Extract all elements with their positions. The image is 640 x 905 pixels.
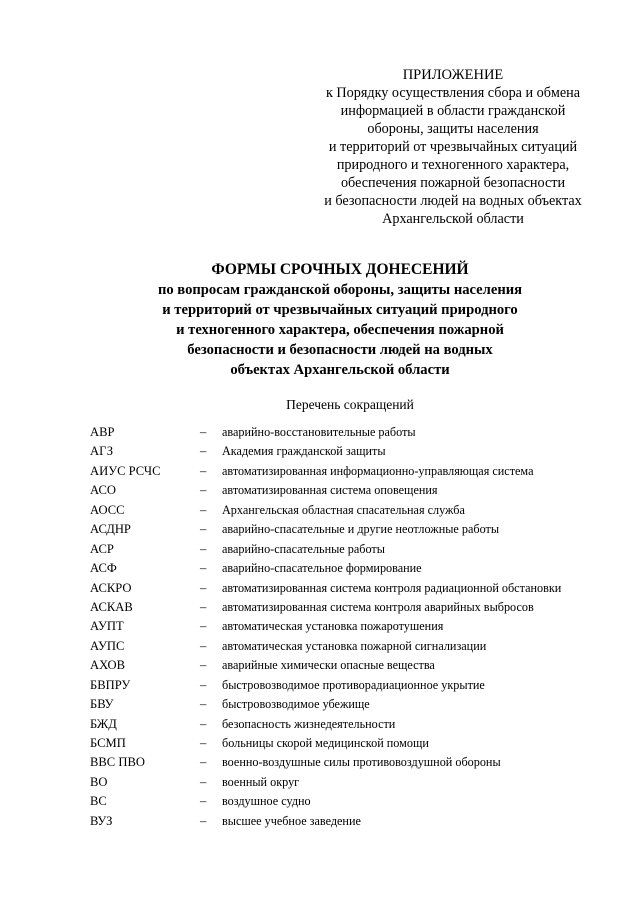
abbreviation-dash: – [200, 483, 207, 498]
abbreviation-meaning: военный округ [222, 774, 300, 789]
abbreviation-dash: – [200, 774, 207, 789]
abbreviation-meaning: аварийно-спасательные работы [222, 541, 385, 556]
abbreviation-row [90, 443, 610, 462]
appendix-line: ПРИЛОЖЕНИЕ [402, 67, 504, 83]
abbreviation-code: АВР [90, 425, 115, 439]
abbreviation-code: БЖД [90, 716, 117, 731]
abbreviation-meaning: воздушное судно [222, 794, 311, 809]
abbreviation-code: АСКРО [90, 580, 132, 595]
abbreviation-meaning: аварийно-спасательные и другие неотложные работы [222, 522, 500, 537]
abbreviation-code: ВО [90, 774, 108, 789]
abbreviation-row [90, 716, 610, 735]
abbreviation-dash: – [200, 736, 207, 750]
abbreviation-dash: – [200, 425, 207, 439]
abbreviation-code: АСФ [90, 561, 117, 576]
abbreviation-code: АИУС РСЧС [90, 463, 161, 478]
abbreviation-row [90, 657, 610, 676]
abbreviations-list [90, 424, 610, 832]
abbreviation-row [90, 735, 610, 754]
title-line: и техногенного характера, обеспечения пожарной [176, 322, 504, 338]
title-line: объектах Архангельской области [230, 362, 450, 378]
appendix-line: Архангельской области [382, 211, 524, 227]
abbreviation-row [90, 677, 610, 696]
abbreviation-code: ВВС ПВО [90, 755, 145, 770]
abbreviation-code: ВУЗ [90, 813, 113, 828]
abbreviation-code: АХОВ [90, 658, 126, 673]
appendix-line: информацией в области гражданской [340, 103, 566, 119]
abbreviation-dash: – [200, 580, 207, 595]
abbreviation-dash: – [200, 502, 207, 517]
appendix-line: к Порядку осуществления сбора и обмена [325, 85, 581, 101]
abbreviation-code: АУПТ [90, 619, 124, 634]
abbreviation-row [90, 521, 610, 540]
appendix-header [298, 66, 608, 228]
abbreviation-meaning: автоматическая установка пожаротушения [222, 619, 444, 634]
abbreviation-meaning: быстровозводимое противорадиационное укрытие [222, 677, 485, 692]
abbreviation-dash: – [200, 658, 207, 673]
title-line: по вопросам гражданской обороны, защиты населения [157, 282, 523, 298]
abbreviation-meaning: автоматизированная система контроля радиационной обстановки [222, 580, 562, 595]
abbreviation-code: БВУ [90, 697, 114, 712]
abbreviation-dash: – [200, 697, 207, 712]
abbreviation-code: АСР [90, 541, 114, 556]
abbreviation-meaning: быстровозводимое убежище [222, 697, 370, 712]
abbreviation-code: АСО [90, 483, 116, 498]
abbreviation-dash: – [200, 522, 207, 537]
abbreviations-title: Перечень сокращений [286, 397, 414, 412]
abbreviation-code: БВПРУ [90, 677, 131, 692]
title-line: безопасности и безопасности людей на водных [187, 342, 493, 358]
abbreviation-row [90, 482, 610, 501]
abbreviation-meaning: автоматизированная информационно-управляющая система [222, 463, 534, 478]
abbreviation-row [90, 560, 610, 579]
abbreviation-code: ВС [90, 794, 107, 809]
appendix-line: природного и техногенного характера, [336, 157, 570, 173]
abbreviation-meaning: Академия гражданской защиты [222, 444, 386, 459]
appendix-line: и безопасности людей на водных объектах [324, 193, 582, 209]
abbreviation-row [90, 754, 610, 773]
abbreviation-meaning: аварийно-восстановительные работы [222, 425, 416, 439]
abbreviation-row [90, 696, 610, 715]
abbreviation-meaning: высшее учебное заведение [222, 813, 361, 828]
abbreviation-meaning: больницы скорой медицинской помощи [222, 736, 429, 750]
abbreviation-meaning: Архангельская областная спасательная служба [222, 502, 465, 517]
abbreviation-dash: – [200, 755, 207, 770]
abbreviation-dash: – [200, 677, 207, 692]
abbreviation-meaning: безопасность жизнедеятельности [222, 716, 396, 731]
appendix-line: обороны, защиты населения [367, 121, 539, 137]
abbreviation-code: АСДНР [90, 522, 131, 537]
abbreviation-code: АГЗ [90, 444, 113, 459]
abbreviation-code: БСМП [90, 736, 126, 750]
abbreviation-row [90, 502, 610, 521]
abbreviation-row [90, 774, 610, 793]
abbreviation-dash: – [200, 638, 207, 653]
appendix-line: и территорий от чрезвычайных ситуаций [328, 139, 578, 155]
abbreviation-meaning: аварийно-спасательное формирование [222, 561, 422, 576]
abbreviation-dash: – [200, 463, 207, 478]
abbreviation-row [90, 793, 610, 812]
abbreviation-dash: – [200, 794, 207, 809]
abbreviation-row [90, 599, 610, 618]
document-title [100, 260, 580, 380]
abbreviation-code: АСКАВ [90, 599, 133, 614]
abbreviation-meaning: автоматизированная система контроля аварийных выбросов [222, 599, 534, 614]
abbreviation-row [90, 541, 610, 560]
abbreviation-meaning: аварийные химически опасные вещества [222, 658, 435, 673]
appendix-line: обеспечения пожарной безопасности [340, 175, 566, 191]
abbreviation-row [90, 638, 610, 657]
abbreviation-meaning: автоматическая установка пожарной сигнализации [222, 638, 487, 653]
abbreviation-code: АУПС [90, 638, 125, 653]
abbreviation-dash: – [200, 599, 207, 614]
abbreviation-dash: – [200, 813, 207, 828]
abbreviation-code: АОСС [90, 502, 125, 517]
abbreviation-dash: – [200, 716, 207, 731]
abbreviation-meaning: автоматизированная система оповещения [222, 483, 438, 498]
title-heading: ФОРМЫ СРОЧНЫХ ДОНЕСЕНИЙ [211, 261, 469, 278]
abbreviation-row [90, 813, 610, 832]
abbreviation-meaning: военно-воздушные силы противовоздушной обороны [222, 755, 501, 770]
abbreviation-row [90, 618, 610, 637]
abbreviation-dash: – [200, 561, 207, 576]
abbreviation-row [90, 580, 610, 599]
abbreviation-dash: – [200, 541, 207, 556]
abbreviation-row [90, 463, 610, 482]
abbreviation-row [90, 424, 610, 443]
title-line: и территорий от чрезвычайных ситуаций природного [162, 302, 518, 318]
abbreviation-dash: – [200, 619, 207, 634]
abbreviation-dash: – [200, 444, 207, 459]
